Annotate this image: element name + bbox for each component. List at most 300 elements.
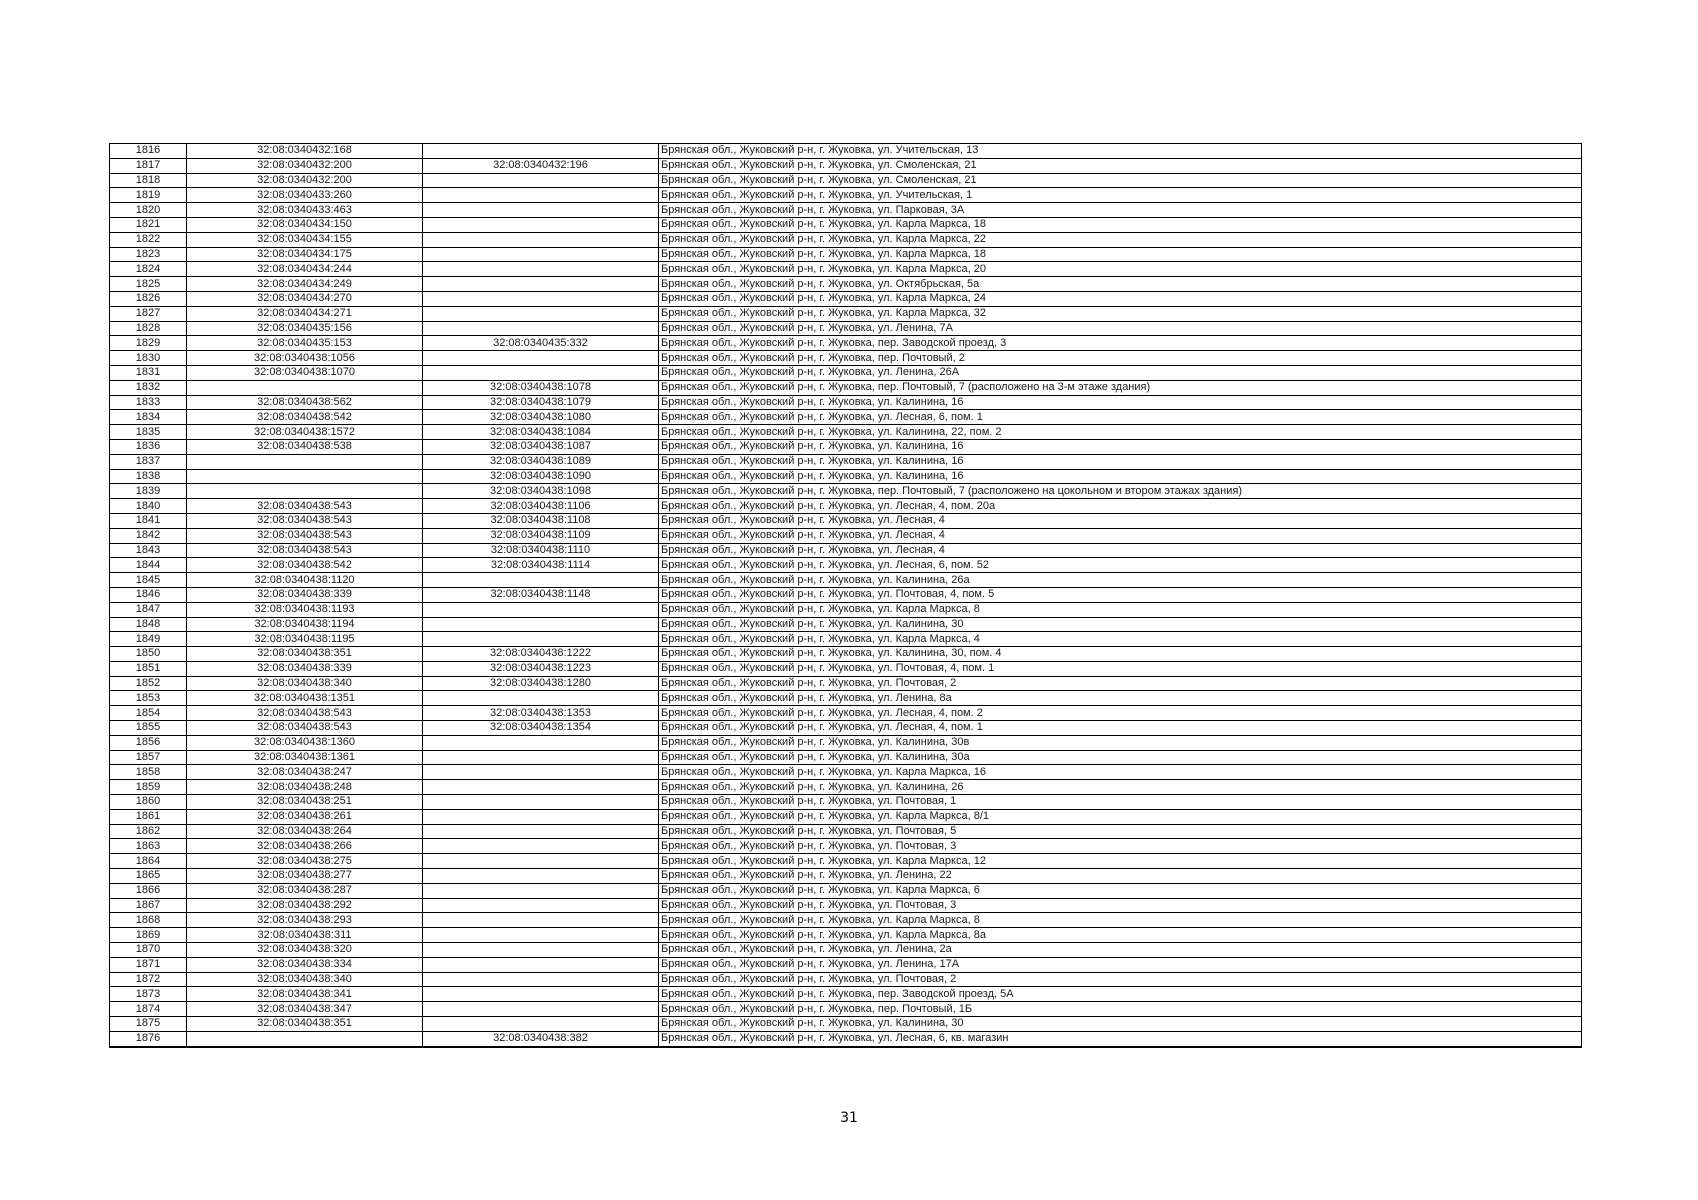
cadastral-number-cell: 32:08:0340438:1193 [187,602,423,617]
related-cadastral-number-cell [423,854,659,869]
cadastral-number-cell: 32:08:0340434:175 [187,247,423,262]
address-cell: Брянская обл., Жуковский р-н, г. Жуковка, ул. Карла Маркса, 22 [659,232,1582,247]
row-number-cell: 1835 [110,425,187,440]
address-cell: Брянская обл., Жуковский р-н, г. Жуковка, ул. Смоленская, 21 [659,173,1582,188]
row-number-cell: 1825 [110,277,187,292]
cadastral-number-cell: 32:08:0340438:1572 [187,425,423,440]
address-cell: Брянская обл., Жуковский р-н, г. Жуковка, ул. Ленина, 26А [659,365,1582,380]
row-number-cell: 1855 [110,721,187,736]
table-row [110,158,1582,173]
related-cadastral-number-cell: 32:08:0340438:1087 [423,439,659,454]
address-cell: Брянская обл., Жуковский р-н, г. Жуковка, ул. Калинина, 16 [659,395,1582,410]
related-cadastral-number-cell: 32:08:0340438:1353 [423,706,659,721]
address-cell: Брянская обл., Жуковский р-н, г. Жуковка, ул. Карла Маркса, 8а [659,928,1582,943]
row-number-cell: 1845 [110,573,187,588]
row-number-cell: 1819 [110,188,187,203]
address-cell: Брянская обл., Жуковский р-н, г. Жуковка, пер. Заводской проезд, 5А [659,987,1582,1002]
related-cadastral-number-cell [423,765,659,780]
cadastral-number-cell: 32:08:0340438:347 [187,1002,423,1017]
row-number-cell: 1854 [110,706,187,721]
row-number-cell: 1842 [110,528,187,543]
related-cadastral-number-cell: 32:08:0340438:1109 [423,528,659,543]
related-cadastral-number-cell [423,247,659,262]
cadastral-number-cell: 32:08:0340435:156 [187,321,423,336]
row-number-cell: 1850 [110,647,187,662]
row-number-cell: 1820 [110,203,187,218]
table-row [110,795,1582,810]
cadastral-number-cell: 32:08:0340438:339 [187,587,423,602]
table-row [110,558,1582,573]
cadastral-number-cell: 32:08:0340438:351 [187,1017,423,1032]
related-cadastral-number-cell [423,573,659,588]
address-cell: Брянская обл., Жуковский р-н, г. Жуковка, ул. Почтовая, 3 [659,898,1582,913]
address-cell: Брянская обл., Жуковский р-н, г. Жуковка, ул. Парковая, 3А [659,203,1582,218]
related-cadastral-number-cell [423,913,659,928]
row-number-cell: 1831 [110,365,187,380]
table-row [110,395,1582,410]
address-cell: Брянская обл., Жуковский р-н, г. Жуковка, ул. Калинина, 30в [659,735,1582,750]
table-row [110,957,1582,972]
address-cell: Брянская обл., Жуковский р-н, г. Жуковка, ул. Ленина, 8а [659,691,1582,706]
address-cell: Брянская обл., Жуковский р-н, г. Жуковка, ул. Калинина, 30 [659,1017,1582,1032]
table-row [110,839,1582,854]
cadastral-number-cell [187,380,423,395]
address-cell: Брянская обл., Жуковский р-н, г. Жуковка, ул. Лесная, 4 [659,528,1582,543]
cadastral-number-cell: 32:08:0340438:261 [187,809,423,824]
cadastral-number-cell: 32:08:0340434:249 [187,277,423,292]
related-cadastral-number-cell: 32:08:0340438:1080 [423,410,659,425]
cadastral-number-cell: 32:08:0340434:271 [187,306,423,321]
related-cadastral-number-cell [423,898,659,913]
row-number-cell: 1828 [110,321,187,336]
related-cadastral-number-cell [423,972,659,987]
row-number-cell: 1818 [110,173,187,188]
table-row [110,928,1582,943]
address-cell: Брянская обл., Жуковский р-н, г. Жуковка, ул. Октябрьская, 5а [659,277,1582,292]
address-cell: Брянская обл., Жуковский р-н, г. Жуковка, ул. Калинина, 16 [659,469,1582,484]
address-cell: Брянская обл., Жуковский р-н, г. Жуковка, ул. Калинина, 26 [659,780,1582,795]
table-row [110,203,1582,218]
table-row [110,247,1582,262]
table-row [110,484,1582,499]
row-number-cell: 1872 [110,972,187,987]
related-cadastral-number-cell: 32:08:0340438:382 [423,1031,659,1046]
related-cadastral-number-cell [423,839,659,854]
address-cell: Брянская обл., Жуковский р-н, г. Жуковка, ул. Учительская, 13 [659,144,1582,159]
related-cadastral-number-cell [423,306,659,321]
table-row [110,144,1582,159]
table-row [110,321,1582,336]
related-cadastral-number-cell [423,957,659,972]
row-number-cell: 1869 [110,928,187,943]
address-cell: Брянская обл., Жуковский р-н, г. Жуковка, ул. Лесная, 4, пом. 1 [659,721,1582,736]
table-row [110,365,1582,380]
related-cadastral-number-cell: 32:08:0340435:332 [423,336,659,351]
related-cadastral-number-cell [423,232,659,247]
address-cell: Брянская обл., Жуковский р-н, г. Жуковка, ул. Лесная, 4 [659,543,1582,558]
related-cadastral-number-cell [423,809,659,824]
related-cadastral-number-cell [423,691,659,706]
property-table [109,143,1582,1048]
address-cell: Брянская обл., Жуковский р-н, г. Жуковка, ул. Калинина, 16 [659,454,1582,469]
cadastral-number-cell: 32:08:0340438:1195 [187,632,423,647]
related-cadastral-number-cell [423,883,659,898]
cadastral-number-cell: 32:08:0340438:1361 [187,750,423,765]
address-cell: Брянская обл., Жуковский р-н, г. Жуковка, пер. Почтовый, 7 (расположено на 3-м этаже здания) [659,380,1582,395]
table-row [110,410,1582,425]
address-cell: Брянская обл., Жуковский р-н, г. Жуковка, ул. Лесная, 6, кв. магазин [659,1031,1582,1046]
related-cadastral-number-cell [423,824,659,839]
cadastral-number-cell: 32:08:0340438:248 [187,780,423,795]
cadastral-number-cell: 32:08:0340434:244 [187,262,423,277]
related-cadastral-number-cell [423,262,659,277]
row-number-cell: 1857 [110,750,187,765]
table-row [110,883,1582,898]
related-cadastral-number-cell [423,144,659,159]
address-cell: Брянская обл., Жуковский р-н, г. Жуковка, ул. Ленина, 17А [659,957,1582,972]
address-cell: Брянская обл., Жуковский р-н, г. Жуковка, ул. Лесная, 6, пом. 52 [659,558,1582,573]
row-number-cell: 1863 [110,839,187,854]
table-row [110,869,1582,884]
row-number-cell: 1841 [110,513,187,528]
cadastral-number-cell: 32:08:0340438:266 [187,839,423,854]
cadastral-number-cell: 32:08:0340438:1360 [187,735,423,750]
address-cell: Брянская обл., Жуковский р-н, г. Жуковка, ул. Ленина, 7А [659,321,1582,336]
related-cadastral-number-cell [423,217,659,232]
table-row [110,780,1582,795]
row-number-cell: 1852 [110,676,187,691]
address-cell: Брянская обл., Жуковский р-н, г. Жуковка, ул. Карла Маркса, 20 [659,262,1582,277]
cadastral-number-cell: 32:08:0340438:341 [187,987,423,1002]
address-cell: Брянская обл., Жуковский р-н, г. Жуковка, пер. Почтовый, 1Б [659,1002,1582,1017]
cadastral-number-cell [187,484,423,499]
cadastral-number-cell [187,469,423,484]
table-row [110,425,1582,440]
related-cadastral-number-cell [423,188,659,203]
row-number-cell: 1836 [110,439,187,454]
address-cell: Брянская обл., Жуковский р-н, г. Жуковка, ул. Калинина, 30, пом. 4 [659,647,1582,662]
cadastral-number-cell: 32:08:0340438:542 [187,558,423,573]
row-number-cell: 1858 [110,765,187,780]
page-number: 31 [840,1110,858,1126]
related-cadastral-number-cell: 32:08:0340438:1148 [423,587,659,602]
table-row [110,573,1582,588]
address-cell: Брянская обл., Жуковский р-н, г. Жуковка, ул. Лесная, 4, пом. 20а [659,499,1582,514]
table-row [110,809,1582,824]
row-number-cell: 1834 [110,410,187,425]
address-cell: Брянская обл., Жуковский р-н, г. Жуковка, пер. Заводской проезд, 3 [659,336,1582,351]
address-cell: Брянская обл., Жуковский р-н, г. Жуковка, ул. Калинина, 30а [659,750,1582,765]
related-cadastral-number-cell: 32:08:0340438:1354 [423,721,659,736]
row-number-cell: 1832 [110,380,187,395]
property-table-body [110,144,1582,1047]
cadastral-number-cell: 32:08:0340438:275 [187,854,423,869]
cadastral-number-cell: 32:08:0340438:538 [187,439,423,454]
cadastral-number-cell: 32:08:0340438:543 [187,721,423,736]
address-cell: Брянская обл., Жуковский р-н, г. Жуковка, ул. Калинина, 30 [659,617,1582,632]
cadastral-number-cell: 32:08:0340432:168 [187,144,423,159]
address-cell: Брянская обл., Жуковский р-н, г. Жуковка, ул. Почтовая, 4, пом. 1 [659,661,1582,676]
related-cadastral-number-cell [423,203,659,218]
row-number-cell: 1846 [110,587,187,602]
cadastral-number-cell: 32:08:0340438:351 [187,647,423,662]
cadastral-number-cell: 32:08:0340438:287 [187,883,423,898]
table-row [110,1031,1582,1046]
table-row [110,336,1582,351]
cadastral-number-cell: 32:08:0340435:153 [187,336,423,351]
row-number-cell: 1843 [110,543,187,558]
table-row [110,380,1582,395]
row-number-cell: 1865 [110,869,187,884]
address-cell: Брянская обл., Жуковский р-н, г. Жуковка, ул. Карла Маркса, 8/1 [659,809,1582,824]
cadastral-number-cell: 32:08:0340438:340 [187,676,423,691]
address-cell: Брянская обл., Жуковский р-н, г. Жуковка, ул. Калинина, 26а [659,573,1582,588]
cadastral-number-cell: 32:08:0340438:247 [187,765,423,780]
address-cell: Брянская обл., Жуковский р-н, г. Жуковка, ул. Лесная, 4 [659,513,1582,528]
table-row [110,721,1582,736]
related-cadastral-number-cell [423,351,659,366]
row-number-cell: 1871 [110,957,187,972]
related-cadastral-number-cell [423,277,659,292]
table-row [110,765,1582,780]
related-cadastral-number-cell: 32:08:0340438:1090 [423,469,659,484]
cadastral-number-cell: 32:08:0340438:320 [187,943,423,958]
table-row [110,706,1582,721]
table-row [110,824,1582,839]
address-cell: Брянская обл., Жуковский р-н, г. Жуковка, ул. Почтовая, 2 [659,972,1582,987]
table-row [110,469,1582,484]
cadastral-number-cell: 32:08:0340438:334 [187,957,423,972]
cadastral-number-cell: 32:08:0340433:260 [187,188,423,203]
table-row [110,232,1582,247]
address-cell: Брянская обл., Жуковский р-н, г. Жуковка, пер. Почтовый, 7 (расположено на цокольном и втором этажах здания) [659,484,1582,499]
cadastral-number-cell: 32:08:0340438:1120 [187,573,423,588]
related-cadastral-number-cell [423,780,659,795]
cadastral-number-cell: 32:08:0340438:543 [187,499,423,514]
table-row [110,499,1582,514]
table-row [110,439,1582,454]
table-row [110,1002,1582,1017]
row-number-cell: 1860 [110,795,187,810]
table-row [110,617,1582,632]
table-row [110,528,1582,543]
cadastral-number-cell: 32:08:0340438:1194 [187,617,423,632]
related-cadastral-number-cell [423,173,659,188]
row-number-cell: 1824 [110,262,187,277]
related-cadastral-number-cell [423,602,659,617]
table-row [110,913,1582,928]
row-number-cell: 1876 [110,1031,187,1046]
row-number-cell: 1833 [110,395,187,410]
address-cell: Брянская обл., Жуковский р-н, г. Жуковка, ул. Лесная, 4, пом. 2 [659,706,1582,721]
row-number-cell: 1873 [110,987,187,1002]
related-cadastral-number-cell [423,750,659,765]
cadastral-number-cell: 32:08:0340438:543 [187,528,423,543]
row-number-cell: 1870 [110,943,187,958]
row-number-cell: 1859 [110,780,187,795]
related-cadastral-number-cell: 32:08:0340438:1098 [423,484,659,499]
table-row [110,262,1582,277]
row-number-cell: 1821 [110,217,187,232]
cadastral-number-cell: 32:08:0340433:463 [187,203,423,218]
row-number-cell: 1830 [110,351,187,366]
row-number-cell: 1853 [110,691,187,706]
table-row [110,898,1582,913]
address-cell: Брянская обл., Жуковский р-н, г. Жуковка, ул. Почтовая, 1 [659,795,1582,810]
cadastral-number-cell: 32:08:0340438:543 [187,543,423,558]
cadastral-number-cell: 32:08:0340438:277 [187,869,423,884]
address-cell: Брянская обл., Жуковский р-н, г. Жуковка, ул. Карла Маркса, 8 [659,913,1582,928]
related-cadastral-number-cell: 32:08:0340438:1114 [423,558,659,573]
row-number-cell: 1837 [110,454,187,469]
cadastral-number-cell: 32:08:0340438:264 [187,824,423,839]
address-cell: Брянская обл., Жуковский р-н, г. Жуковка, ул. Ленина, 22 [659,869,1582,884]
related-cadastral-number-cell [423,943,659,958]
row-number-cell: 1844 [110,558,187,573]
cadastral-number-cell: 32:08:0340438:543 [187,513,423,528]
address-cell: Брянская обл., Жуковский р-н, г. Жуковка, ул. Почтовая, 4, пом. 5 [659,587,1582,602]
row-number-cell: 1822 [110,232,187,247]
row-number-cell: 1847 [110,602,187,617]
table-row [110,306,1582,321]
row-number-cell: 1816 [110,144,187,159]
table-row [110,454,1582,469]
cadastral-number-cell: 32:08:0340438:293 [187,913,423,928]
address-cell: Брянская обл., Жуковский р-н, г. Жуковка, ул. Карла Маркса, 6 [659,883,1582,898]
table-row [110,676,1582,691]
row-number-cell: 1861 [110,809,187,824]
table-row [110,987,1582,1002]
cadastral-number-cell [187,454,423,469]
cadastral-number-cell: 32:08:0340438:542 [187,410,423,425]
address-cell: Брянская обл., Жуковский р-н, г. Жуковка, ул. Лесная, 6, пом. 1 [659,410,1582,425]
row-number-cell: 1829 [110,336,187,351]
cadastral-number-cell: 32:08:0340438:311 [187,928,423,943]
related-cadastral-number-cell [423,928,659,943]
cadastral-number-cell: 32:08:0340438:339 [187,661,423,676]
address-cell: Брянская обл., Жуковский р-н, г. Жуковка, ул. Карла Маркса, 32 [659,306,1582,321]
address-cell: Брянская обл., Жуковский р-н, г. Жуковка, ул. Карла Маркса, 18 [659,247,1582,262]
cadastral-number-cell: 32:08:0340434:150 [187,217,423,232]
row-number-cell: 1866 [110,883,187,898]
related-cadastral-number-cell: 32:08:0340438:1223 [423,661,659,676]
cadastral-number-cell [187,1031,423,1046]
related-cadastral-number-cell [423,735,659,750]
table-row [110,277,1582,292]
cadastral-number-cell: 32:08:0340432:200 [187,173,423,188]
related-cadastral-number-cell: 32:08:0340438:1078 [423,380,659,395]
cadastral-number-cell: 32:08:0340438:251 [187,795,423,810]
row-number-cell: 1840 [110,499,187,514]
related-cadastral-number-cell: 32:08:0340438:1222 [423,647,659,662]
related-cadastral-number-cell [423,1002,659,1017]
related-cadastral-number-cell: 32:08:0340432:196 [423,158,659,173]
row-number-cell: 1874 [110,1002,187,1017]
table-row [110,943,1582,958]
cadastral-number-cell: 32:08:0340438:340 [187,972,423,987]
table-row [110,647,1582,662]
row-number-cell: 1856 [110,735,187,750]
table-row [110,513,1582,528]
address-cell: Брянская обл., Жуковский р-н, г. Жуковка, ул. Карла Маркса, 24 [659,291,1582,306]
related-cadastral-number-cell [423,632,659,647]
row-number-cell: 1827 [110,306,187,321]
cadastral-number-cell: 32:08:0340438:1070 [187,365,423,380]
row-number-cell: 1875 [110,1017,187,1032]
related-cadastral-number-cell: 32:08:0340438:1108 [423,513,659,528]
cadastral-number-cell: 32:08:0340438:1351 [187,691,423,706]
related-cadastral-number-cell [423,795,659,810]
related-cadastral-number-cell [423,869,659,884]
address-cell: Брянская обл., Жуковский р-н, г. Жуковка, ул. Карла Маркса, 16 [659,765,1582,780]
related-cadastral-number-cell [423,365,659,380]
related-cadastral-number-cell [423,617,659,632]
address-cell: Брянская обл., Жуковский р-н, г. Жуковка, ул. Почтовая, 5 [659,824,1582,839]
table-row [110,291,1582,306]
row-number-cell: 1868 [110,913,187,928]
cadastral-number-cell: 32:08:0340438:1056 [187,351,423,366]
related-cadastral-number-cell [423,321,659,336]
address-cell: Брянская обл., Жуковский р-н, г. Жуковка, ул. Калинина, 22, пом. 2 [659,425,1582,440]
address-cell: Брянская обл., Жуковский р-н, г. Жуковка, ул. Почтовая, 2 [659,676,1582,691]
row-number-cell: 1838 [110,469,187,484]
related-cadastral-number-cell: 32:08:0340438:1106 [423,499,659,514]
cadastral-number-cell: 32:08:0340438:292 [187,898,423,913]
table-row [110,602,1582,617]
table-row [110,173,1582,188]
table-row [110,217,1582,232]
table-row [110,661,1582,676]
row-number-cell: 1849 [110,632,187,647]
row-number-cell: 1862 [110,824,187,839]
row-number-cell: 1867 [110,898,187,913]
related-cadastral-number-cell: 32:08:0340438:1110 [423,543,659,558]
table-row [110,691,1582,706]
related-cadastral-number-cell [423,987,659,1002]
row-number-cell: 1839 [110,484,187,499]
address-cell: Брянская обл., Жуковский р-н, г. Жуковка, ул. Смоленская, 21 [659,158,1582,173]
row-number-cell: 1848 [110,617,187,632]
cadastral-number-cell: 32:08:0340438:562 [187,395,423,410]
address-cell: Брянская обл., Жуковский р-н, г. Жуковка, ул. Калинина, 16 [659,439,1582,454]
table-row [110,750,1582,765]
address-cell: Брянская обл., Жуковский р-н, г. Жуковка, ул. Карла Маркса, 12 [659,854,1582,869]
row-number-cell: 1851 [110,661,187,676]
related-cadastral-number-cell: 32:08:0340438:1089 [423,454,659,469]
address-cell: Брянская обл., Жуковский р-н, г. Жуковка, пер. Почтовый, 2 [659,351,1582,366]
table-row [110,735,1582,750]
row-number-cell: 1826 [110,291,187,306]
table-row [110,854,1582,869]
table-row [110,543,1582,558]
table-row [110,972,1582,987]
related-cadastral-number-cell: 32:08:0340438:1084 [423,425,659,440]
related-cadastral-number-cell: 32:08:0340438:1079 [423,395,659,410]
address-cell: Брянская обл., Жуковский р-н, г. Жуковка, ул. Почтовая, 3 [659,839,1582,854]
address-cell: Брянская обл., Жуковский р-н, г. Жуковка, ул. Карла Маркса, 4 [659,632,1582,647]
table-row [110,351,1582,366]
address-cell: Брянская обл., Жуковский р-н, г. Жуковка, ул. Ленина, 2а [659,943,1582,958]
row-number-cell: 1817 [110,158,187,173]
cadastral-number-cell: 32:08:0340438:543 [187,706,423,721]
related-cadastral-number-cell: 32:08:0340438:1280 [423,676,659,691]
table-row [110,188,1582,203]
table-row [110,632,1582,647]
cadastral-number-cell: 32:08:0340434:155 [187,232,423,247]
related-cadastral-number-cell [423,1017,659,1032]
table-row [110,587,1582,602]
cadastral-number-cell: 32:08:0340432:200 [187,158,423,173]
